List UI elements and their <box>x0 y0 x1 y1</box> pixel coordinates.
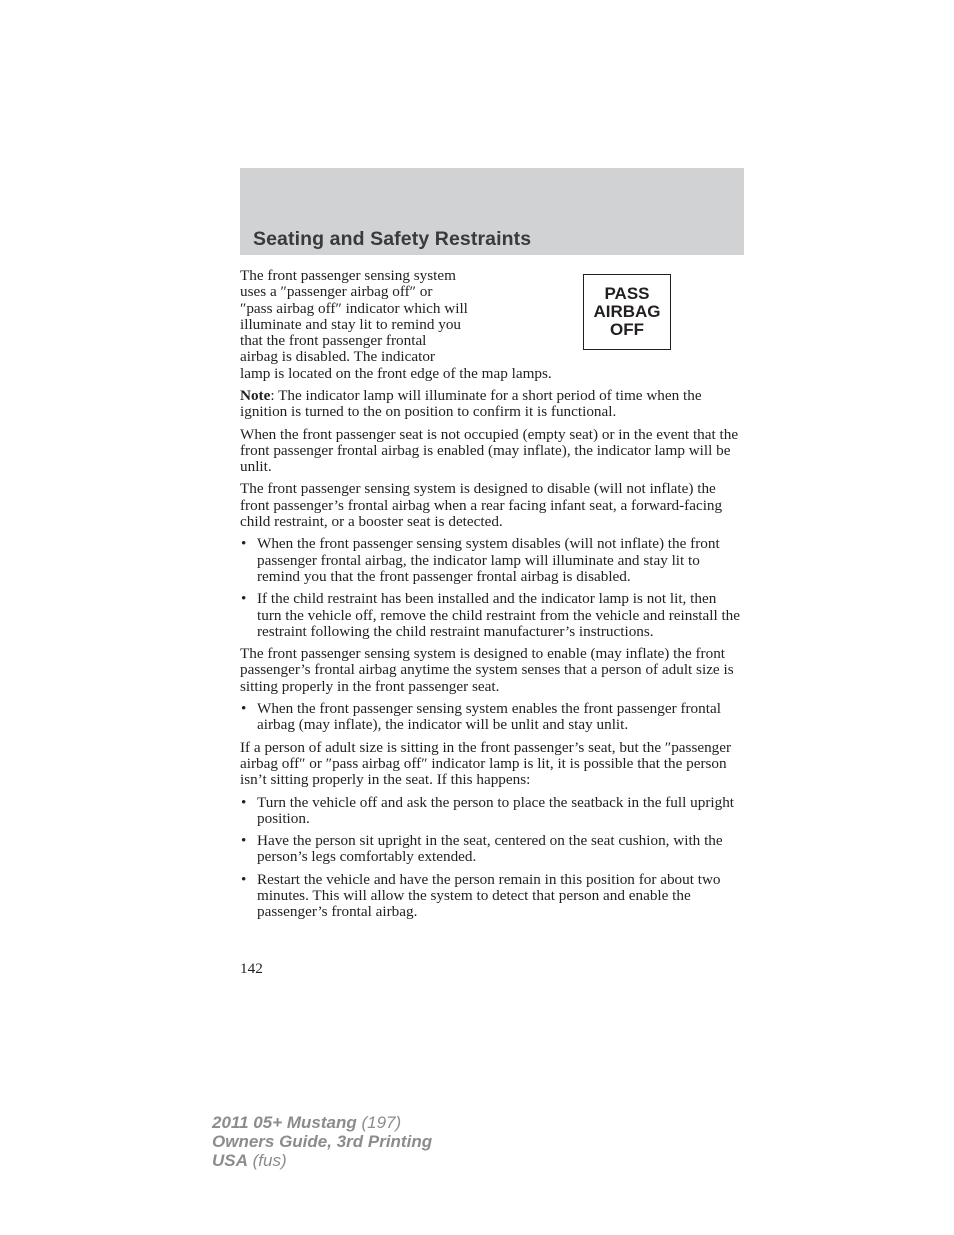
indicator-label-line: OFF <box>610 320 644 339</box>
indicator-label-line: PASS <box>604 284 650 303</box>
bullet-icon: • <box>241 590 247 608</box>
indicator-label-line: AIRBAG <box>593 302 661 321</box>
list-item-text: Restart the vehicle and have the person remain in this position for about two minutes. This will allow the system to detect that person and enable the passenger’s frontal airbag. <box>257 870 721 921</box>
intro-line: that the front passenger frontal <box>240 332 427 350</box>
intro-line: airbag is disabled. The indicator <box>240 348 435 366</box>
page-content <box>240 268 744 927</box>
footer-line-region: USA (fus) <box>212 1151 287 1170</box>
pass-airbag-off-indicator-icon <box>583 274 671 350</box>
body-paragraph: The front passenger sensing system is designed to disable (will not inflate) the front passenger’s frontal airbag when a rear facing infant seat, a forward-facing child restraint, or a booster seat is detected. <box>240 480 723 531</box>
intro-block <box>240 268 744 381</box>
body-paragraph: The front passenger sensing system is designed to enable (may inflate) the front passenger’s frontal airbag anytime the system senses that a person of adult size is sitting properly in the front passenger seat. <box>240 645 734 695</box>
body-paragraph: If a person of adult size is sitting in the front passenger’s seat, but the ″passenger airbag off″ or ″pass airbag off″ indicator lamp is lit, it is possible that the person isn’t sitting properly in the seat. If this happens: <box>240 738 732 789</box>
document-footer <box>212 1113 432 1170</box>
page-number: 142 <box>240 960 263 977</box>
list-item <box>240 591 744 640</box>
list-item-text: When the front passenger sensing system enables the front passenger frontal airbag (may inflate), the indicator will be unlit and stay unlit. <box>257 700 721 734</box>
bullet-icon: • <box>241 793 247 811</box>
note-text: : The indicator lamp will illuminate for a short period of time when the ignition is turned to the on position to confirm it is functional. <box>240 387 702 421</box>
list-item <box>240 536 744 585</box>
footer-line-guide: Owners Guide, 3rd Printing <box>212 1132 433 1151</box>
list-item <box>240 833 744 866</box>
body-paragraph: When the front passenger seat is not occupied (empty seat) or in the event that the front passenger frontal airbag is enabled (may inflate), the indicator lamp will be unlit. <box>240 425 739 476</box>
footer-line-model: 2011 05+ Mustang (197) <box>212 1113 402 1132</box>
list-item-text: When the front passenger sensing system disables (will not inflate) the front passenger frontal airbag, the indicator lamp will illuminate and stay lit to remind you that the front passenger frontal airbag is disabled. <box>257 535 720 585</box>
section-title: Seating and Safety Restraints <box>253 228 532 250</box>
intro-line: uses a ″passenger airbag off″ or <box>240 283 433 301</box>
intro-line: ″pass airbag off″ indicator which will <box>240 299 468 317</box>
list-item-text: Have the person sit upright in the seat, centered on the seat cushion, with the person’s legs comfortably extended. <box>257 832 723 866</box>
bullet-icon: • <box>241 870 247 888</box>
bullet-list-enable <box>240 701 744 734</box>
section-header-band <box>240 168 744 255</box>
bullet-list-disable <box>240 536 744 640</box>
intro-line: The front passenger sensing system <box>240 267 456 284</box>
bullet-icon: • <box>241 700 247 718</box>
list-item <box>240 872 744 921</box>
bullet-list-actions <box>240 795 744 921</box>
note-label: Note <box>240 387 271 404</box>
intro-line: illuminate and stay lit to remind you <box>240 315 462 333</box>
intro-line: lamp is located on the front edge of the map lamps. <box>240 364 552 382</box>
list-item-text: If the child restraint has been installed and the indicator lamp is not lit, then turn the vehicle off, remove the child restraint from the vehicle and reinstall the restraint following the child restraint manufacturer’s instructions. <box>257 590 741 640</box>
bullet-icon: • <box>241 832 247 850</box>
bullet-icon: • <box>241 535 247 553</box>
list-item <box>240 795 744 828</box>
list-item-text: Turn the vehicle off and ask the person to place the seatback in the full upright position. <box>257 793 735 827</box>
list-item <box>240 701 744 734</box>
note-paragraph <box>240 388 744 421</box>
